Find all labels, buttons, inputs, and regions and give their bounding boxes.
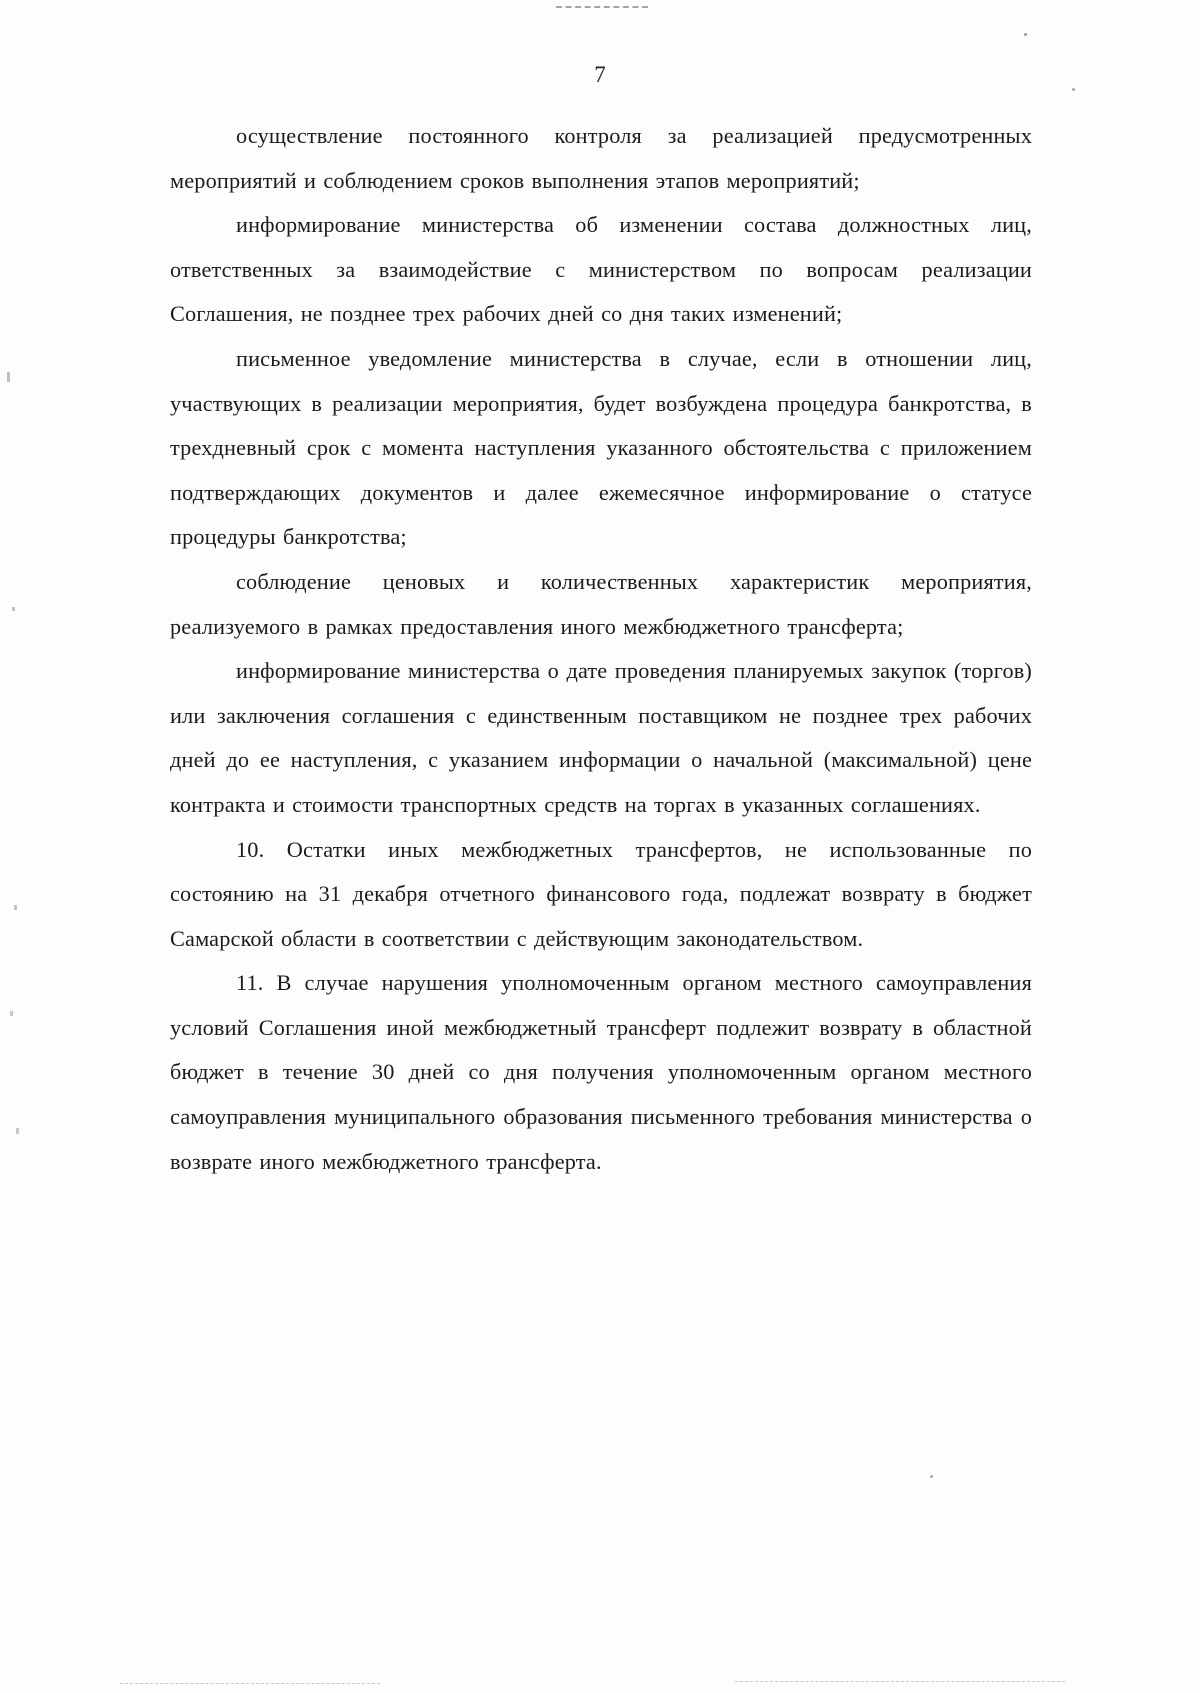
scan-artifact-bottom-dash [735,1681,1065,1682]
scan-artifact-speck [10,1011,13,1016]
scan-artifact-dot [1024,33,1027,36]
paragraph-7-clause-11: 11. В случае нарушения уполномоченным органом местного самоуправления условий Соглашения иной межбюджетный трансферт подлежит возврату в областной бюджет в течение 30 дней со дня получения уполномоченным органом местного самоуправления муниципального образования письменного требования министерства о возврате иного межбюджетного трансферта. [170,970,1032,1174]
scan-artifact-speck [7,372,10,382]
scan-artifact-dot [930,1475,933,1478]
paragraph-4: соблюдение ценовых и количественных характеристик мероприятия, реализуемого в рамках предоставления иного межбюджетного трансферта; [170,568,1032,639]
scan-artifact-speck [12,607,15,611]
paragraph-2: информирование министерства об изменении состава должностных лиц, ответственных за взаимодействие с министерством по вопросам реализации Соглашения, не позднее трех рабочих дней со дня таких изменений; [170,212,1032,327]
paragraph-6-clause-10: 10. Остатки иных межбюджетных трансфертов, не использованные по состоянию на 31 декабря отчетного финансового года, подлежат возврату в бюджет Самарской области в соответствии с действующим законодательством. [170,836,1032,951]
scan-artifact-speck [16,1128,19,1134]
document-body [170,114,1032,1184]
paragraph-3: письменное уведомление министерства в случае, если в отношении лиц, участвующих в реализации мероприятия, будет возбуждена процедура банкротства, в трехдневный срок с момента наступления указанного обстоятельства с приложением подтверждающих документов и далее ежемесячное информирование о статусе процедуры банкротства; [170,345,1032,550]
page-number: 7 [594,62,606,87]
scan-artifact-top-dash [556,6,648,8]
scan-artifact-bottom-dash [120,1683,380,1684]
scan-artifact-speck [14,905,17,910]
paragraph-5: информирование министерства о дате проведения планируемых закупок (торгов) или заключения соглашения с единственным поставщиком не позднее трех рабочих дней до ее наступления, с указанием информации о начальной (максимальной) цене контракта и стоимости транспортных средств на торгах в указанных соглашениях. [170,658,1032,817]
scan-artifact-dot [1072,88,1075,91]
paragraph-1: осуществление постоянного контроля за реализацией предусмотренных мероприятий и соблюдением сроков выполнения этапов мероприятий; [170,123,1032,193]
